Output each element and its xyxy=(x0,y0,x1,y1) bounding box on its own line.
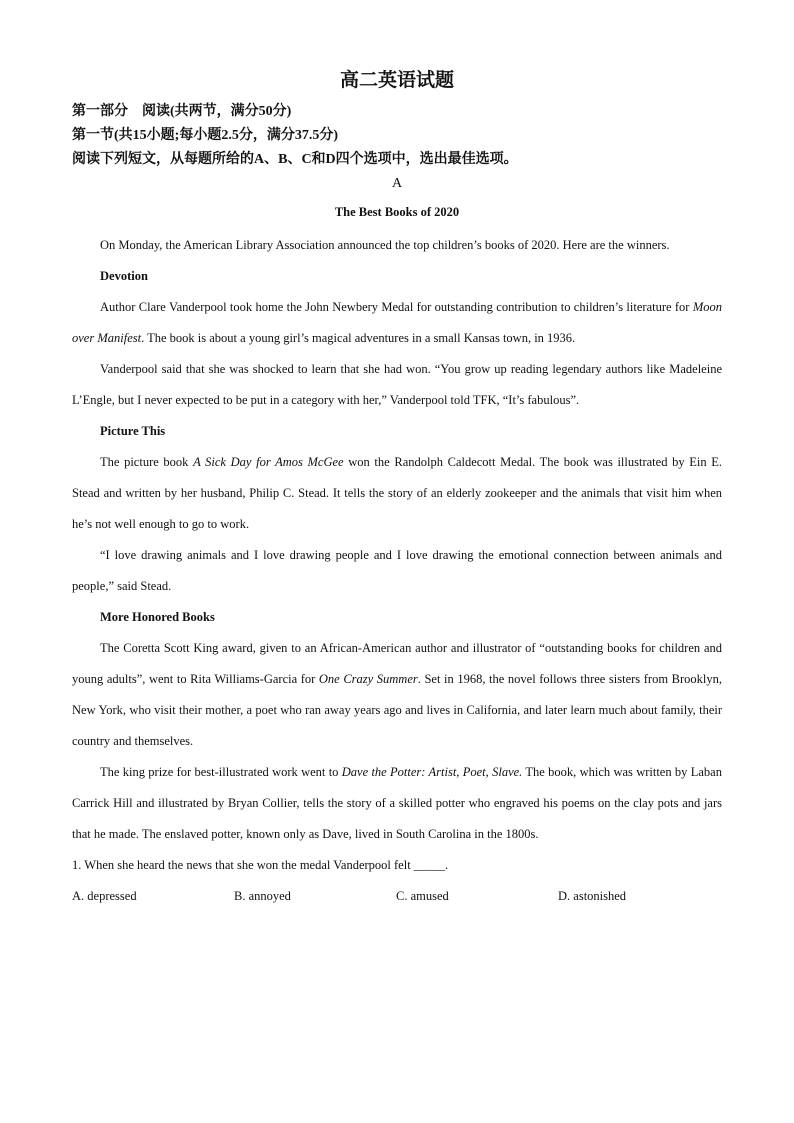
part-header: 第一部分 阅读(共两节，满分50分) xyxy=(72,104,292,119)
paragraph-king-prize xyxy=(72,757,722,850)
text: The picture book xyxy=(100,455,194,469)
paragraph-stead-quote: “I love drawing animals and I love drawing people and I love drawing the emotional connection between animals and people,” said Stead. xyxy=(72,548,722,593)
passage-letter: A xyxy=(391,176,403,191)
text: won the Randolph Caldecott Medal. The book was illustrated by Ein E. Stead and written by her husband, Philip C. Stead. It tells the story of an elderly zookeeper and the animals that visit him when he’s not well enough to go to work. xyxy=(72,455,723,531)
exam-title: 高二英语试题 xyxy=(339,70,454,91)
instructions: 阅读下列短文，从每题所给的A、B、C和D四个选项中，选出最佳选项。 xyxy=(72,152,518,167)
paragraph-caldecott xyxy=(72,447,722,540)
option-c[interactable]: C. amused xyxy=(396,889,449,903)
option-b[interactable]: B. annoyed xyxy=(234,889,291,903)
book-title: One Crazy Summer xyxy=(318,672,418,686)
text: The king prize for best-illustrated work went to xyxy=(100,765,342,779)
option-d[interactable]: D. astonished xyxy=(558,889,627,903)
text: . Set in 1968, the novel follows three sisters from Brooklyn, New York, who visit their mother, a poet who ran away years ago and lives in California, and later learn much about family, their country and themselves. xyxy=(72,672,722,748)
question-1: 1. When she heard the news that she won the medal Vanderpool felt _____. xyxy=(72,858,449,872)
book-title: Moon over Manifest xyxy=(72,300,722,345)
text: Author Clare Vanderpool took home the John Newbery Medal for outstanding contribution to children’s literature for xyxy=(100,300,693,314)
paragraph-newbery xyxy=(72,292,722,354)
exam-page xyxy=(72,66,722,912)
article-title: The Best Books of 2020 xyxy=(334,205,460,219)
paragraph-coretta-scott-king xyxy=(72,633,722,757)
book-title: A Sick Day for Amos McGee xyxy=(193,455,344,469)
text: The Coretta Scott King award, given to an African-American author and illustrator of “outstanding books for children and young adults”, went to Rita Williams-Garcia for xyxy=(72,641,722,686)
text: The book, which was written by Laban Carrick Hill and illustrated by Bryan Collier, tells the story of a skilled potter who engraved his poems on the clay pots and jars that he made. The enslaved potter, known only as Dave, lived in South Carolina in the 1800s. xyxy=(72,765,722,841)
section-header: 第一节(共15小题;每小题2.5分，满分37.5分) xyxy=(72,128,338,143)
option-a[interactable]: A. depressed xyxy=(72,889,137,903)
book-title: Dave the Potter: Artist, Poet, Slave. xyxy=(341,765,523,779)
text: . The book is about a young girl’s magical adventures in a small Kansas town, in 1936. xyxy=(141,331,576,345)
paragraph-vanderpool-quote: Vanderpool said that she was shocked to learn that she had won. “You grow up reading legendary authors like Madeleine L’Engle, but I never expected to be put in a category with her,” Vanderpool told TFK, “It’s fabulous”. xyxy=(72,362,722,407)
subheading-more-honored-books: More Honored Books xyxy=(100,610,215,624)
question-1-options xyxy=(72,881,722,912)
intro-paragraph: On Monday, the American Library Association announced the top children’s books of 2020. Here are the winners. xyxy=(100,238,670,252)
subheading-devotion: Devotion xyxy=(100,269,148,283)
subheading-picture-this: Picture This xyxy=(100,424,166,438)
